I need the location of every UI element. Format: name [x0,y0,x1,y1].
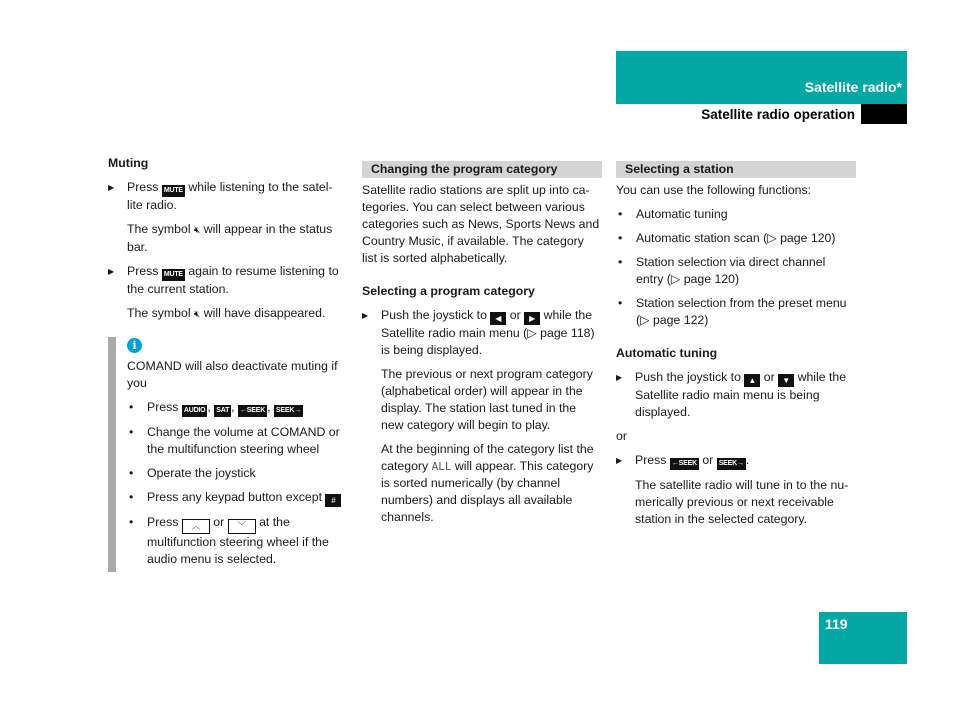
note-bullet-steering: • Press ︿ or ﹀ at the multifunction steering wheel if the audio menu is selected. [127,514,348,568]
note-intro: COMAND will also deactivate muting if you [127,359,338,390]
column-program-category [362,153,602,526]
header-bar [616,51,907,104]
step-push-joystick: ▶ Push the joystick to ◀ or ▶ while the Satellite radio main menu (▷ page 118) is being displayed. [362,307,602,359]
mute-key-icon: MUTE [162,269,185,281]
station-intro: You can use the following functions: [616,183,812,197]
sat-key-icon: SAT [214,405,231,417]
band-selecting-station: Selecting a station [616,161,856,178]
speaker-muted-icon: 🔇︎ [193,309,201,320]
note-bullet-joystick: • Operate the joystick [127,465,348,482]
down-arrow-icon: ▼ [778,374,794,387]
step-press-mute-again: ▶ Press MUTE again to resume listening to the current station. [108,263,348,298]
heading-muting: Muting [108,156,149,170]
text-symbol-disappear: The symbol 🔇︎ will have disappeared. [127,306,326,320]
seek-back-key-icon: ←SEEK [670,458,699,470]
section-subtitle: Satellite radio operation [701,107,855,122]
note-bar [108,337,116,572]
speaker-muted-icon: 🔇︎ [193,225,201,236]
column-muting [108,153,348,572]
seek-forward-key-icon: SEEK→ [717,458,746,470]
note-bullet-keys: • Press AUDIO , SAT , ←SEEK , SEEK→ [127,399,348,417]
category-intro: Satellite radio stations are split up into ca-tegories. You can select between various categories such as News, Sports News and Country Music, if available. The category list is sorted alphabetically. [362,183,600,265]
info-icon: i [127,338,142,353]
info-note [108,337,348,572]
right-arrow-icon: ▶ [524,312,540,325]
up-arrow-icon: ▲ [744,374,760,387]
note-bullet-keypad: • Press any keypad button except # [127,489,348,507]
section-title: Satellite radio* [804,79,902,95]
column-selecting-station [616,153,856,528]
hash-key-icon: # [325,494,341,507]
step-press-mute: ▶ Press MUTE while listening to the satel-lite radio. [108,179,348,214]
steering-up-icon: ︿ [182,519,210,534]
step-push-joystick-updown: ▶ Push the joystick to ▲ or ▼ while the Satellite radio main menu is being displayed. [616,369,856,421]
note-bullet-volume: • Change the volume at COMAND or the multifunction steering wheel [127,424,348,458]
or-text: or [616,429,627,443]
category-all-label: ALL [431,460,452,473]
seek-forward-key-icon: SEEK→ [274,405,303,417]
steering-down-icon: ﹀ [228,519,256,534]
text-symbol-appear: The symbol 🔇︎ will appear in the status bar. [127,222,333,254]
category-all-note: At the beginning of the category list the category ALL will appear. This category is sorted numerically (by channel numbers) and displays all available channels. [381,442,594,524]
page-number: 119 [825,616,848,632]
heading-automatic-tuning: Automatic tuning [616,346,718,360]
heading-selecting-category: Selecting a program category [362,284,535,298]
station-bullet: • Station selection via direct channel entry (▷ page 120) [616,254,856,288]
left-arrow-icon: ◀ [490,312,506,325]
category-result: The previous or next program category (alphabetical order) will appear in the display. The station last tuned in the new category will begin to play. [381,367,593,432]
seek-result: The satellite radio will tune in to the nu-merically previous or next receivable station in the selected category. [635,478,849,526]
station-bullet: • Station selection from the preset menu (▷ page 122) [616,295,856,329]
mute-key-icon: MUTE [162,185,185,197]
station-bullet: • Automatic station scan (▷ page 120) [616,230,856,247]
step-press-seek: ▶ Press ←SEEK or SEEK→ . [616,452,856,470]
band-changing-category: Changing the program category [362,161,602,178]
seek-back-key-icon: ←SEEK [238,405,267,417]
header-marker [861,104,907,124]
station-bullet: • Automatic tuning [616,206,856,223]
audio-key-icon: AUDIO [182,405,208,417]
